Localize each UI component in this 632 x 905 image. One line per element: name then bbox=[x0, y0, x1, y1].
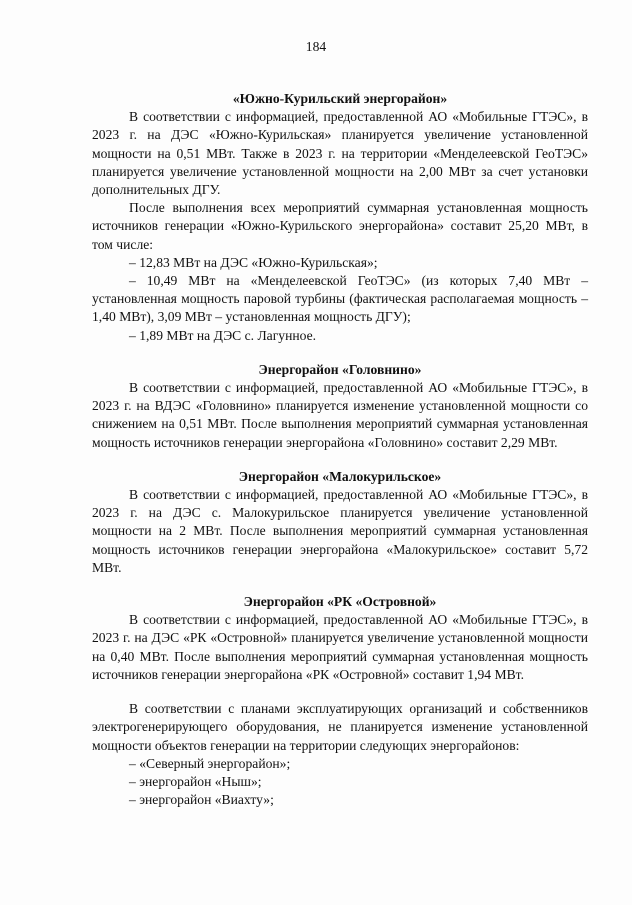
paragraph: В соответствии с планами эксплуатирующих организаций и собственников электрогенерирующего оборудования, не планируется изменение установленной мощности объектов генерации на территории следующих энергорайонов: bbox=[92, 701, 588, 753]
list-item: – 1,89 МВт на ДЭС с. Лагунное. bbox=[129, 327, 317, 343]
list-item: – энергорайон «Виахту»; bbox=[129, 792, 274, 808]
section-unchanged-districts bbox=[92, 700, 588, 809]
section-heading: Энергорайон «Головнино» bbox=[258, 361, 422, 377]
section-heading: «Южно-Курильский энергорайон» bbox=[232, 91, 448, 106]
page-number: 184 bbox=[305, 39, 327, 54]
section-heading: Энергорайон «Малокурильское» bbox=[238, 468, 442, 484]
list-item: – 10,49 МВт на «Менделеевской ГеоТЭС» (из которых 7,40 МВт – установленная мощность паровой турбины (фактическая располагаемая мощность – 1,40 МВт), 3,09 МВт – установленная мощность ДГУ); bbox=[92, 273, 588, 325]
section-heading: Энергорайон «РК «Островной» bbox=[243, 594, 437, 610]
paragraph: В соответствии с информацией, предоставленной АО «Мобильные ГТЭС», в 2023 г. на ДЭС с. Малокурильское планируется увеличение установленной мощности на 2 МВт. После выполнения мероприятий суммарная установленная мощность источников генерации энергорайона «Малокурильское» составит 5,72 МВт. bbox=[92, 487, 588, 575]
section-golovnino bbox=[92, 361, 588, 452]
paragraph: В соответствии с информацией, предоставленной АО «Мобильные ГТЭС», в 2023 г. на ДЭС «Южно-Курильская» планируется увеличение установленной мощности на 0,51 МВт. Также в 2023 г. на территории «Менделеевской ГеоТЭС» планируется увеличение установленной мощности на 2,00 МВт за счет установки дополнительных ДГУ. bbox=[92, 109, 588, 198]
paragraph: В соответствии с информацией, предоставленной АО «Мобильные ГТЭС», в 2023 г. на ВДЭС «Головнино» планируется изменение установленной мощности со снижением на 0,51 МВт. После выполнения мероприятий суммарная установленная мощность источников генерации энергорайона «Головнино» составит 2,29 МВт. bbox=[92, 380, 588, 450]
section-south-kuril bbox=[92, 90, 588, 345]
list-item: – энергорайон «Ныш»; bbox=[129, 773, 262, 789]
paragraph: В соответствии с информацией, предоставленной АО «Мобильные ГТЭС», в 2023 г. на ДЭС «РК «Островной» планируется увеличение установленной мощности на 0,40 МВт. После выполнения мероприятий суммарная установленная мощность источников генерации энергорайона «РК «Островной» составит 1,94 МВт. bbox=[92, 612, 588, 682]
section-malokurilskoe bbox=[92, 468, 588, 577]
paragraph: После выполнения всех мероприятий суммарная установленная мощность источников генерации «Южно-Курильского энергорайона» составит 25,20 МВт, в том числе: bbox=[92, 200, 588, 252]
document-body bbox=[92, 90, 588, 809]
list-item: – 12,83 МВт на ДЭС «Южно-Курильская»; bbox=[129, 254, 378, 270]
section-rk-ostrovnoy bbox=[92, 593, 588, 684]
list-item: – «Северный энергорайон»; bbox=[129, 755, 291, 771]
